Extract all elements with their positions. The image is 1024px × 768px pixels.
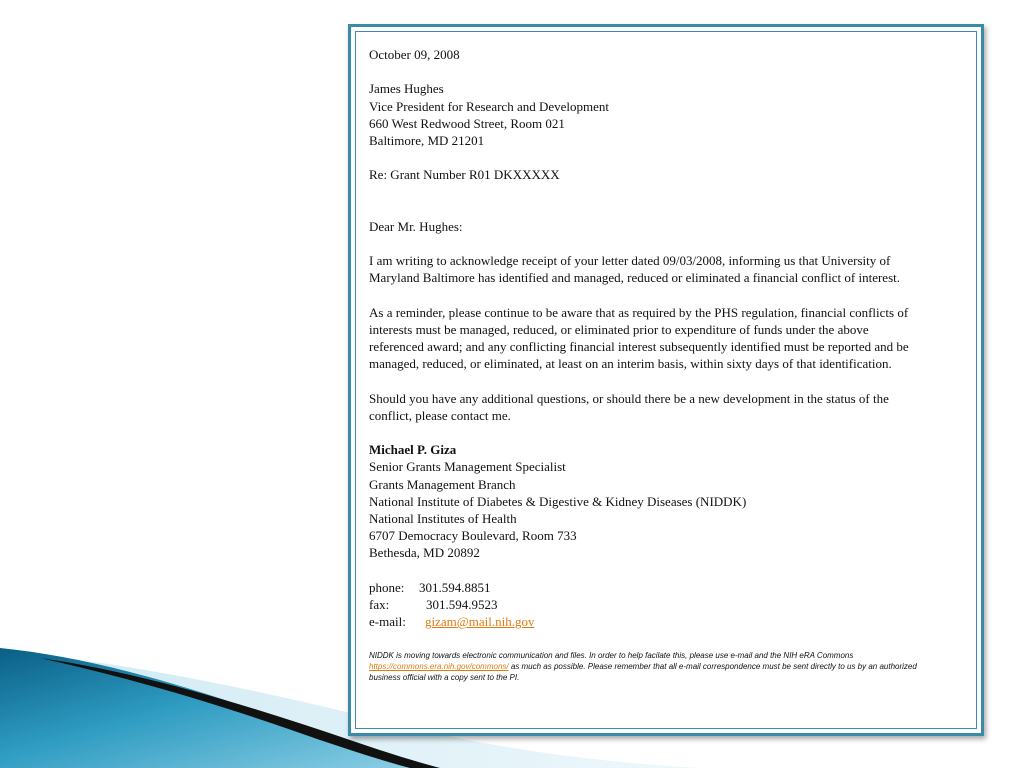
- recipient-street: 660 West Redwood Street, Room 021: [369, 115, 565, 131]
- paragraph-2-line: interests must be managed, reduced, or eliminated prior to expenditure of funds under the above: [369, 321, 869, 337]
- paragraph-1-line: I am writing to acknowledge receipt of your letter dated 09/03/2008, informing us that University of: [369, 252, 891, 268]
- footnote-line-2: [369, 661, 964, 672]
- phone-label: phone:: [369, 579, 405, 595]
- recipient-name: James Hughes: [369, 81, 444, 97]
- footnote-line-3: business official with a copy sent to the PI.: [369, 673, 520, 683]
- recipient-city: Baltimore, MD 21201: [369, 133, 485, 148]
- paragraph-1-line: Maryland Baltimore has identified and managed, reduced or eliminated a financial conflict of interest.: [369, 270, 900, 286]
- re-line: Re: Grant Number R01 DKXXXXX: [369, 167, 560, 183]
- signature-city: Bethesda, MD 20892: [369, 545, 480, 561]
- salutation: Dear Mr. Hughes:: [369, 218, 463, 234]
- signature-title: Senior Grants Management Specialist: [369, 459, 566, 475]
- letter-body: [369, 46, 969, 683]
- email-label: e-mail:: [369, 614, 406, 630]
- footnote: [369, 650, 964, 683]
- contact-fax: [369, 596, 969, 613]
- signature-branch: Grants Management Branch: [369, 476, 516, 492]
- recipient-title: Vice President for Research and Development: [369, 98, 609, 114]
- contact-email: [369, 613, 969, 630]
- fax-label: fax:: [369, 596, 390, 612]
- signature-name: Michael P. Giza: [369, 442, 457, 458]
- paragraph-2-line: As a reminder, please continue to be aware that as required by the PHS regulation, financial conflicts of: [369, 304, 909, 320]
- footnote-line-2-text: as much as possible. Please remember that all e-mail correspondence must be sent directly to us by an authorized: [508, 662, 917, 672]
- contact-phone: [369, 579, 969, 596]
- signature-org: National Institutes of Health: [369, 510, 517, 526]
- phone-number: 301.594.8851: [419, 579, 491, 595]
- fax-number: 301.594.9523: [426, 596, 498, 612]
- paragraph-3-line: conflict, please contact me.: [369, 407, 511, 423]
- commons-link[interactable]: https://commons.era.nih.gov/commons/: [369, 662, 509, 672]
- paragraph-2-line: referenced award; and any conflicting financial interest subsequently identified must be reported and be: [369, 338, 909, 354]
- paragraph-3-line: Should you have any additional questions, or should there be a new development in the status of the: [369, 390, 889, 406]
- letter-date: October 09, 2008: [369, 47, 460, 62]
- signature-institute: National Institute of Diabetes & Digestive & Kidney Diseases (NIDDK): [369, 493, 747, 509]
- signature-street: 6707 Democracy Boulevard, Room 733: [369, 528, 577, 544]
- paragraph-2-line: managed, reduced, or eliminated, at least on an interim basis, within sixty days of that identification.: [369, 356, 892, 372]
- footnote-line-1: NIDDK is moving towards electronic communication and files. In order to help facilate this, please use e-mail and the NIH eRA Commons: [369, 651, 854, 661]
- email-link[interactable]: gizam@mail.nih.gov: [425, 614, 535, 630]
